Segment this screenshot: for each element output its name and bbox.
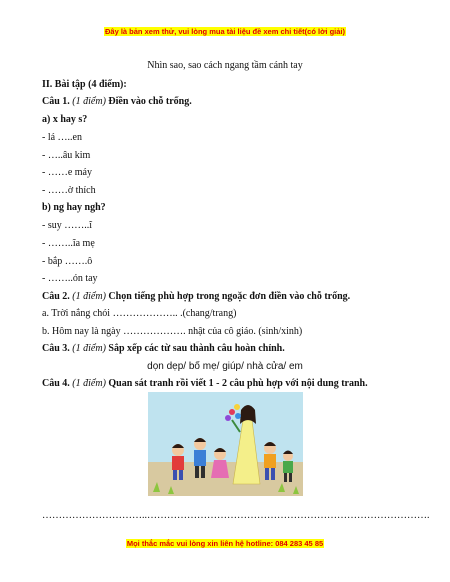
q2-text: Chọn tiếng phù hợp trong ngoặc đơn điền vào chỗ trống. — [108, 291, 351, 302]
q1-label: Câu 1. — [42, 96, 70, 107]
q1-points: (1 điểm) — [72, 96, 106, 107]
q3-label: Câu 3. — [42, 343, 70, 354]
q1b-item: - ……..ón tay — [42, 273, 98, 284]
top-banner — [0, 27, 450, 36]
q4-points: (1 điểm) — [72, 378, 106, 389]
q1b-item: - bắp …….ô — [42, 256, 93, 267]
q1-text: Điền vào chỗ trống. — [108, 96, 192, 107]
q1a-item: - ……e máy — [42, 167, 92, 178]
q1a-title: a) x hay s? — [42, 114, 88, 125]
q1b-title: b) ng hay ngh? — [42, 202, 106, 213]
q4-text: Quan sát tranh rồi viết 1 - 2 câu phù hợp với nội dung tranh. — [108, 378, 368, 389]
q1a-item: - lá …..en — [42, 132, 82, 143]
poem-line: Nhìn sao, sao cách ngang tầm cánh tay — [147, 60, 303, 71]
q2-option-a: a. Trời nắng chói ……………….. .(chang/trang) — [42, 308, 237, 319]
question-4 — [42, 378, 368, 390]
section-title: II. Bài tập (4 điểm): — [42, 79, 127, 90]
top-banner-text: Đây là bản xem thử, vui lòng mua tài liệu đề xem chi tiết(có lời giải) — [105, 27, 345, 36]
bottom-banner — [0, 539, 450, 548]
q4-label: Câu 4. — [42, 378, 70, 389]
question-3 — [42, 343, 285, 355]
q2-points: (1 điểm) — [72, 291, 106, 302]
question-2 — [42, 291, 350, 303]
teacher-children-illustration — [148, 392, 303, 496]
answer-line: …………………………..…………………………………………………………………………. — [42, 510, 430, 521]
q1a-item: - …..âu kim — [42, 150, 91, 161]
bottom-banner-text: Mọi thắc mắc vui lòng xin liên hệ hotline: 084 283 45 85 — [126, 539, 324, 548]
q1b-item: - ……..ĩa mẹ — [42, 238, 95, 249]
q1b-item: - suy ……..ĩ — [42, 220, 92, 231]
q2-option-b: b. Hôm nay là ngày ………………. nhật của cô giáo. (sinh/xinh) — [42, 326, 303, 337]
q3-points: (1 điểm) — [72, 343, 106, 354]
q2-label: Câu 2. — [42, 291, 70, 302]
q3-words: dọn dẹp/ bố mẹ/ giúp/ nhà cửa/ em — [147, 361, 303, 372]
q1a-item: - ……ờ thích — [42, 185, 96, 196]
question-1 — [42, 96, 192, 108]
q3-text: Sắp xếp các từ sau thành câu hoàn chỉnh. — [108, 343, 285, 354]
